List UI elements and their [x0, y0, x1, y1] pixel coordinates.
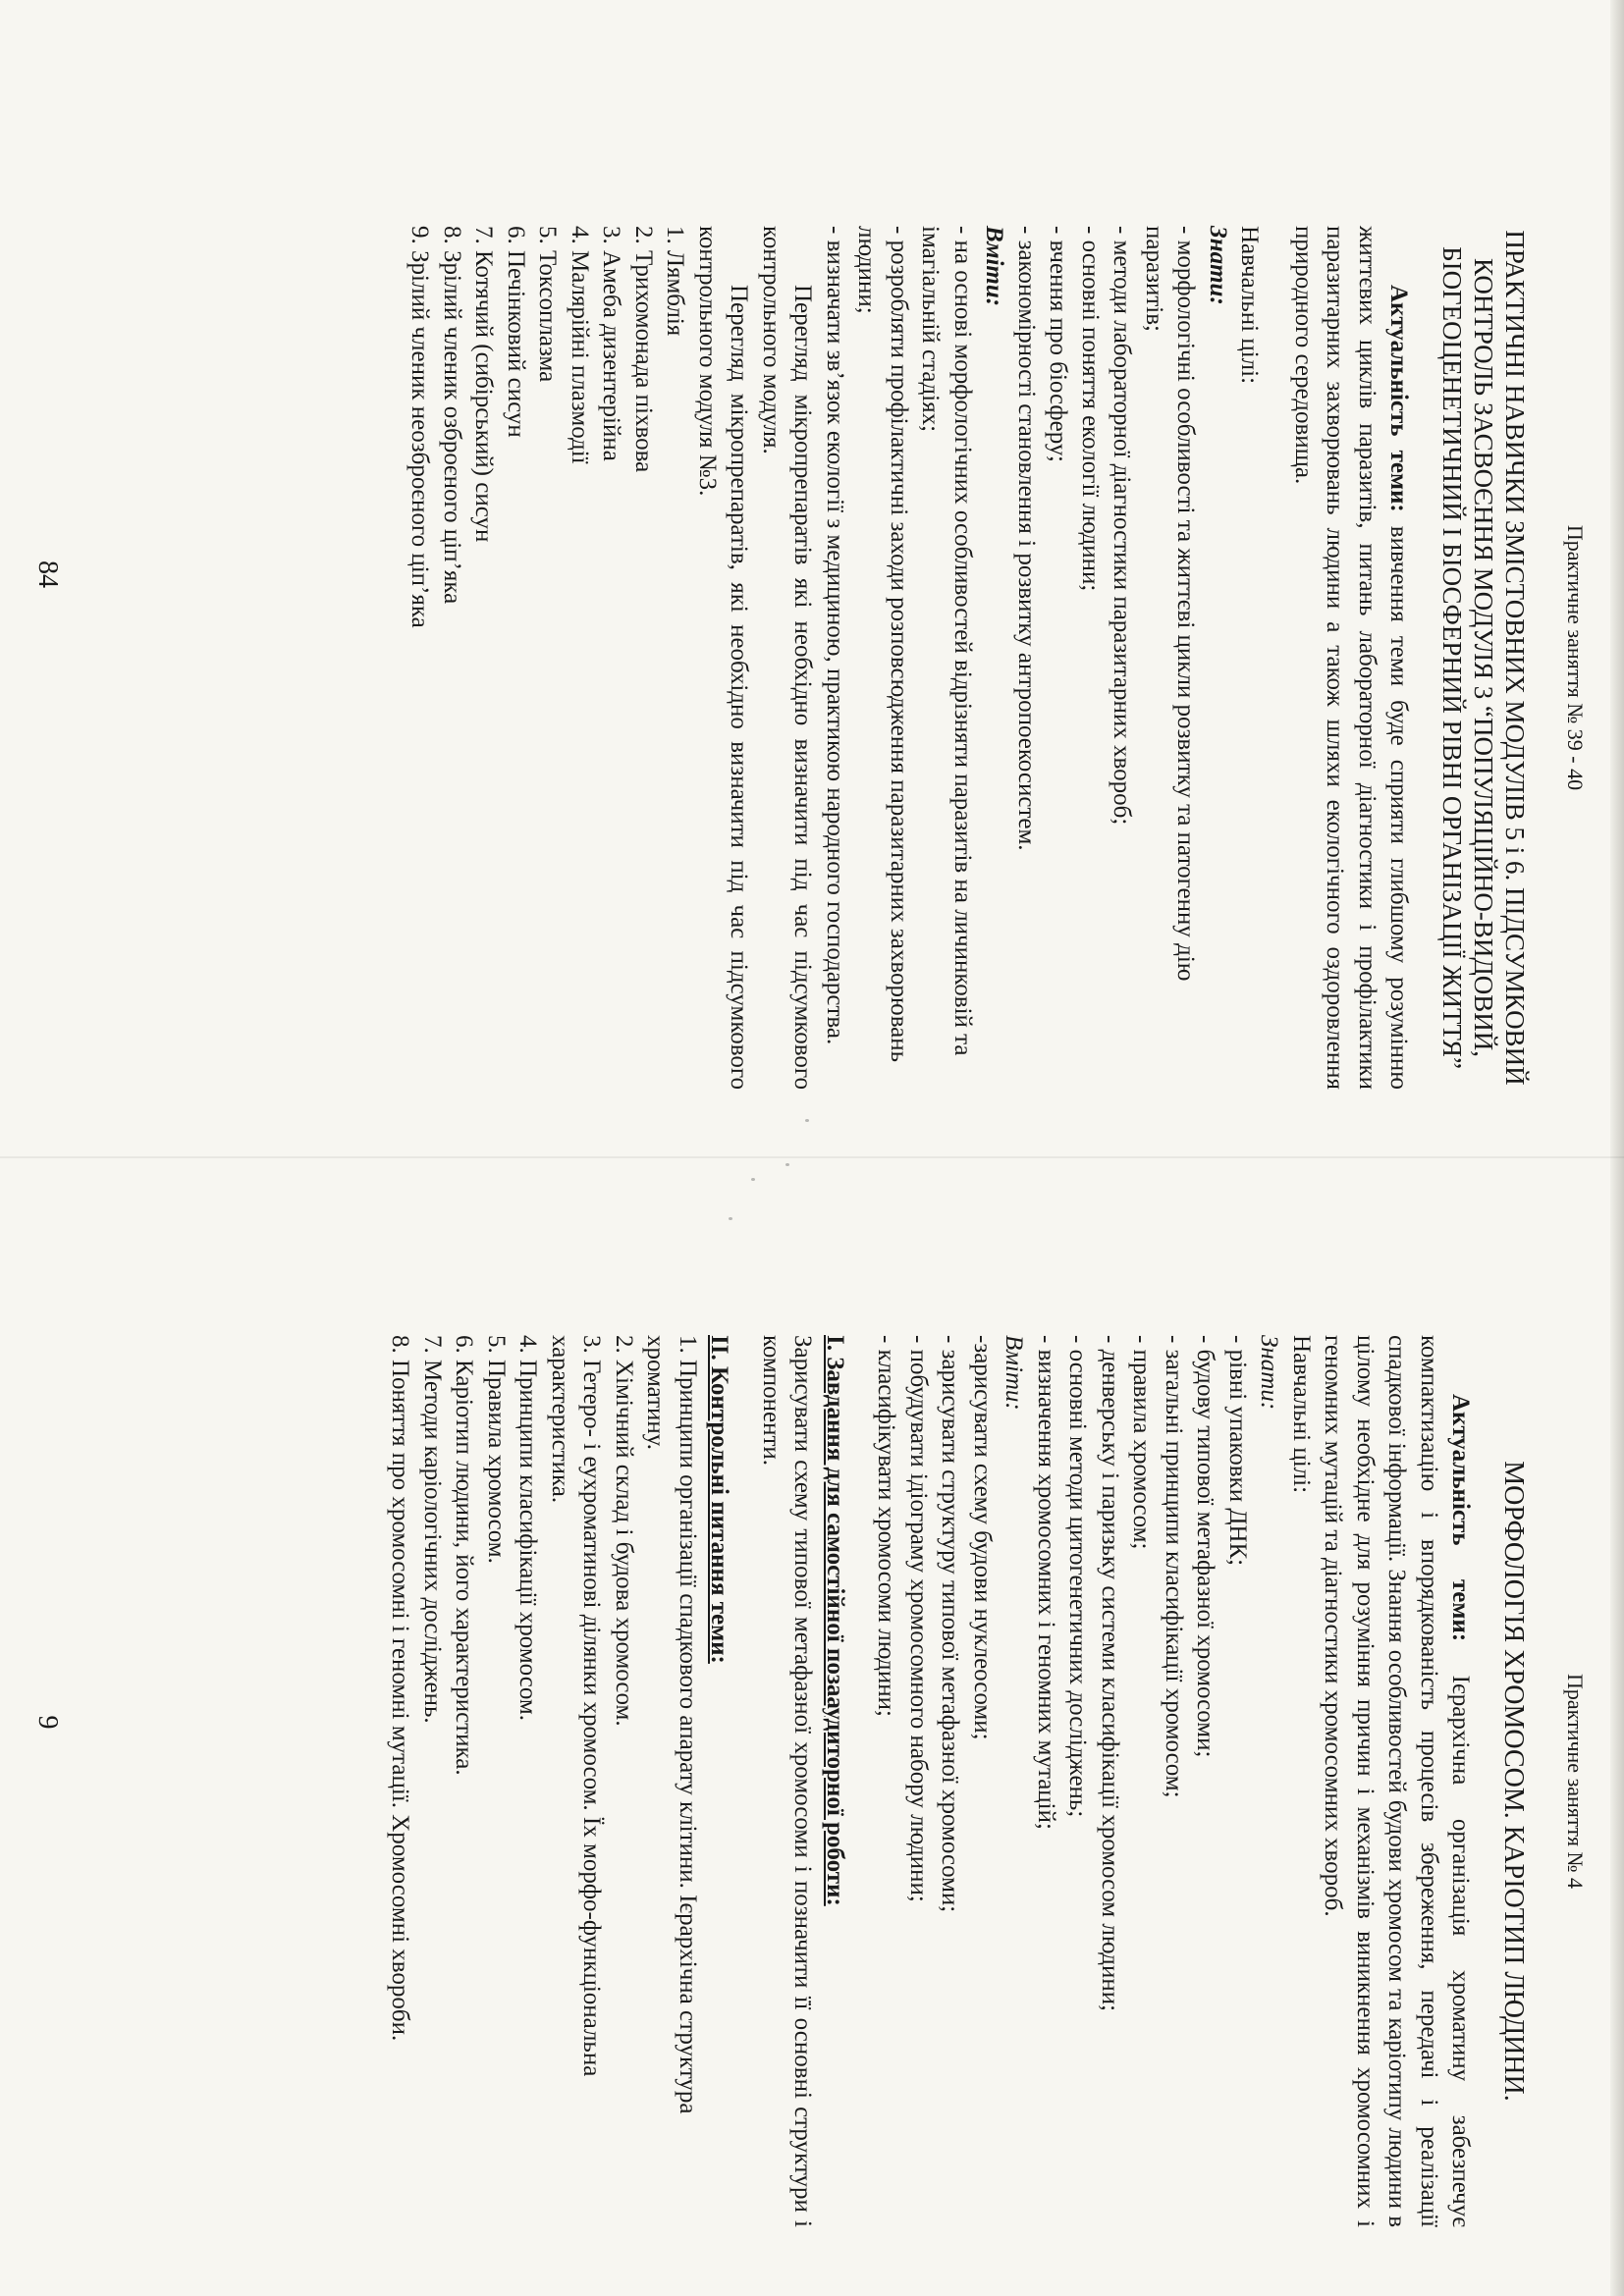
- list-item: - вчення про біосферу;: [1045, 226, 1072, 463]
- relevance-text: вивчення теми буде сприяти глибшому розумінню життєвих циклів паразитів, питань лабораторної діагностики і профілактики паразитарних захворювань людини а також шляхи екологічного оздоровлення природного середовища.: [1289, 226, 1413, 1090]
- list-item: - на основі морфологічних особливостей відрізняти паразитів на личинковій та імагіальній стадіях;: [917, 226, 976, 1056]
- list-item: - основні поняття екології людини;: [1076, 226, 1104, 592]
- know-list: [1029, 1335, 1253, 2227]
- list-item: - денверську і паризьку системи класифікації хромосом людини;: [1096, 1335, 1123, 2012]
- running-head: Практичне заняття № 4: [1563, 1674, 1588, 1889]
- list-item: 4. Принципи класифікації хромосом.: [514, 1335, 542, 1721]
- list-item: - рівні упаковки ДНК;: [1223, 1335, 1251, 1567]
- list-item: - методи лабораторної діагностики паразитарних хвороб;: [1109, 226, 1136, 826]
- list-item: - розробляти профілактичні заходи розповсюдження паразитарних захворювань людини;: [853, 226, 912, 1063]
- list-item: 5. Токсоплазма: [534, 226, 562, 383]
- relevance-label: Актуальність теми:: [1385, 285, 1413, 512]
- list-item: 9. Зрілий членик неозброєного ціп’яка: [406, 226, 434, 628]
- can-list: [818, 226, 978, 1090]
- can-list: [870, 1335, 998, 2227]
- list-item: 8. Поняття про хромосомні і геномні мутації. Хромосомні хвороби.: [387, 1335, 414, 2042]
- task-text: Зарисувати схему типової метафазної хромосоми і позначити її основні структури і компоненти.: [757, 1335, 817, 2227]
- relevance-paragraph: [1286, 226, 1414, 1090]
- running-head: Практичне заняття № 39 - 40: [1563, 524, 1588, 791]
- list-item: - класифікувати хромосоми людини;: [873, 1335, 900, 1717]
- list-item: 5. Правила хромосом.: [482, 1335, 510, 1564]
- page-number: 84: [32, 561, 64, 588]
- list-item: 3. Амеба дизентерійна: [598, 226, 625, 461]
- list-item: 6. Каріотип людини, його характеристика.: [451, 1335, 478, 1776]
- know-label: Знати:: [1256, 1335, 1283, 1411]
- relevance-paragraph: [1317, 1335, 1477, 2227]
- list-item: 7. Котячий (сибірський) сисун: [470, 226, 498, 543]
- page-title: МОРФОЛОГІЯ ХРОМОСОМ. КАРІОТИП ЛЮДИНИ.: [1498, 1461, 1530, 2102]
- can-label: Вміти:: [1001, 1335, 1028, 1411]
- list-item: 2. Хімічний склад і будова хромосом.: [610, 1335, 637, 1727]
- micro-intro: Перегляд мікропрепаратів які необхідно визначити під час підсумкового контрольного модуля.: [757, 226, 817, 1090]
- list-item: - побудувати ідіограму хромосомного набору людини;: [904, 1335, 932, 1902]
- list-item: 8. Зрілий членик озброєного ціп’яка: [438, 226, 465, 605]
- list-item: - основні методи цитогенетичних досліджень;: [1064, 1335, 1092, 1818]
- know-list: [1009, 226, 1201, 1090]
- micro-list: [404, 226, 691, 1090]
- list-item: - морфологічні особливості та життєві цикли розвитку та патогенну дію паразитів;: [1140, 226, 1200, 982]
- know-label: Знати:: [1204, 226, 1231, 305]
- page-number: 9: [32, 1715, 64, 1730]
- list-item: 3. Гетеро- і еухроматинові ділянки хромосом. Їх морфо-функціональна характеристика.: [546, 1335, 606, 2077]
- task-heading: I. Завдання для самостійної позааудиторної роботи:: [821, 1335, 848, 1906]
- list-item: - закономірності становлення і розвитку антропоекосистем.: [1012, 226, 1040, 851]
- questions-list: [384, 1335, 703, 2227]
- list-item: 7. Методи каріологічних досліджень.: [418, 1335, 446, 1724]
- goals-label: Навчальні цілі:: [1287, 1335, 1315, 1494]
- list-item: - будову типової метафазної хромосоми;: [1192, 1335, 1219, 1758]
- list-item: 4. Малярійні плазмодії: [566, 226, 593, 464]
- list-item: - визначення хромосомних і геномних мутацій;: [1032, 1335, 1059, 1830]
- list-item: 1. Лямблія: [662, 226, 689, 337]
- list-item: - зарисувати структуру типової метафазної хромосоми;: [937, 1335, 964, 1913]
- can-label: Вміти:: [981, 226, 1008, 307]
- goals-label: Навчальні цілі:: [1236, 226, 1264, 385]
- micro-intro: Перегляд мікропрепаратів, які необхідно визначити під час підсумкового контрольного модуля №3.: [693, 226, 753, 1090]
- list-item: -зарисувати схему будови нуклеосоми;: [968, 1335, 996, 1740]
- list-item: - визначати зв’язок екології з медициною, практикою народного господарства.: [821, 226, 848, 1045]
- relevance-text: Ієрархічна організація хроматину забезпечує компактизацію і впорядкованість процесів збереження, передачі і реалізації спадкової інформації. Знання особливостей будови хромосом та каріотипу людини в цілому необхідне для розуміння причин і механізмів виникнення хромосомних і геномних мутацій та діагностики хромосомних хвороб.: [1320, 1335, 1475, 2227]
- list-item: - загальні принципи класифікації хромосом;: [1160, 1335, 1187, 1798]
- questions-heading: II. Контрольні питання теми:: [706, 1335, 733, 1664]
- list-item: 1. Принципи організації спадкового апарату клітини. Ієрархічна структура хроматину.: [642, 1335, 701, 2114]
- page-9: [0, 1148, 1624, 2296]
- page-title: ПРАКТИЧНІ НАВИЧКИ ЗМІСТОВНИХ МОДУЛІВ 5 і 6. ПІДСУМКОВИЙ КОНТРОЛЬ ЗАСВОЄННЯ МОДУЛЯ 3 “ПОПУЛЯЦІЙНО-ВИДОВИЙ, БІОГЕОЦЕНЕТИЧНИЙ І БІОСФЕРНИЙ РІВНІ ОРГАНІЗАЦІЇ ЖИТТЯ”: [1436, 230, 1531, 1086]
- list-item: 2. Трихомонада піхвова: [629, 226, 657, 473]
- list-item: 6. Печінковий сисун: [502, 226, 529, 438]
- list-item: - правила хромосом;: [1128, 1335, 1156, 1550]
- relevance-label: Актуальність теми:: [1447, 1394, 1475, 1642]
